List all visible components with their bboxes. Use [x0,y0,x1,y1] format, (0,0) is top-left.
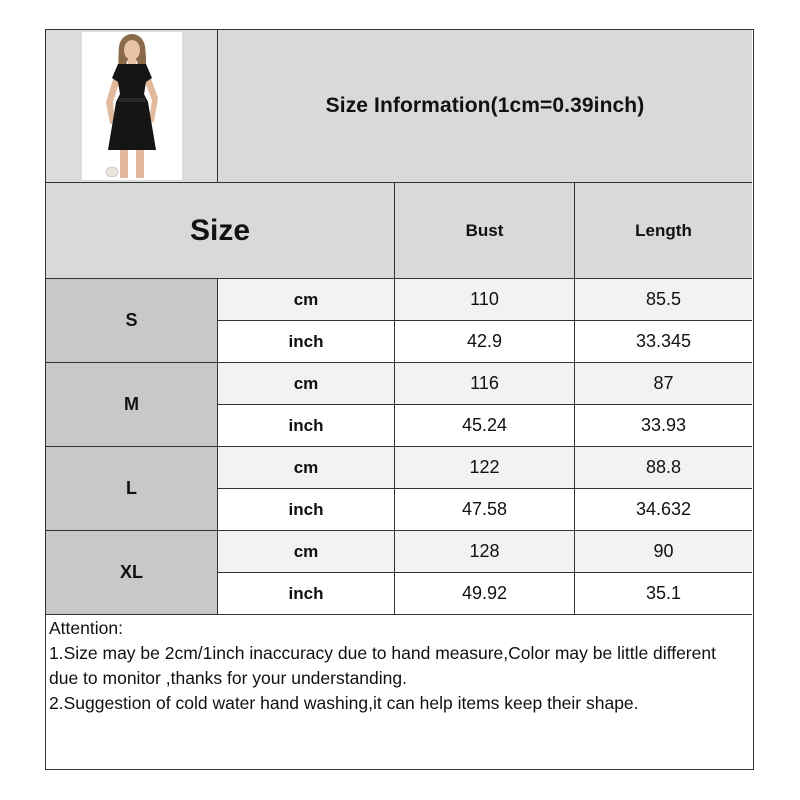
unit-cell: inch [218,573,395,614]
note-line-1: 1.Size may be 2cm/1inch inaccuracy due to hand measure,Color may be little different due to monitor ,thanks for your understanding. [49,643,716,688]
bust-cell: 47.58 [395,489,575,530]
chart-title: Size Information(1cm=0.39inch) [325,94,645,117]
bust-column-header: Bust [395,183,575,278]
header-row [46,30,752,183]
table-row [218,573,752,614]
bust-cell: 122 [395,447,575,488]
length-cell: 87 [653,373,674,393]
bust-cell: 116 [395,363,575,404]
bust-cell: 42.9 [395,321,575,362]
unit-cell: cm [218,363,395,404]
size-chart [45,29,754,770]
size-label: M [46,363,218,446]
table-row [218,405,752,446]
size-label: S [46,279,218,362]
size-group-l [46,447,752,531]
table-row [218,321,752,362]
note-heading: Attention: [49,618,123,638]
model-illustration [82,32,182,180]
table-row [218,531,752,573]
length-cell: 85.5 [645,289,682,309]
title-cell [218,30,752,182]
bust-cell: 110 [395,279,575,320]
length-cell: 34.632 [635,499,692,519]
unit-cell: cm [218,279,395,320]
bust-cell: 49.92 [395,573,575,614]
product-photo [82,32,182,180]
length-cell: 90 [653,541,674,561]
length-cell: 35.1 [645,583,682,603]
unit-cell: cm [218,531,395,572]
length-cell: 33.93 [640,415,687,435]
column-header-row [46,183,752,279]
product-photo-cell [46,30,218,182]
unit-cell: inch [218,405,395,446]
table-row [218,447,752,489]
bust-cell: 128 [395,531,575,572]
unit-cell: cm [218,447,395,488]
size-group-m [46,363,752,447]
size-label: XL [46,531,218,614]
length-cell: 88.8 [645,457,682,477]
size-group-xl [46,531,752,615]
unit-cell: inch [218,321,395,362]
unit-cell: inch [218,489,395,530]
bust-cell: 45.24 [395,405,575,446]
length-cell: 33.345 [635,331,692,351]
length-column-header: Length [635,220,692,240]
note-line-2: 2.Suggestion of cold water hand washing,it can help items keep their shape. [49,693,639,713]
attention-note [49,616,739,716]
size-group-s [46,279,752,363]
table-row [218,489,752,530]
size-column-header: Size [46,183,395,278]
table-row [218,279,752,321]
table-row [218,363,752,405]
size-label: L [46,447,218,530]
